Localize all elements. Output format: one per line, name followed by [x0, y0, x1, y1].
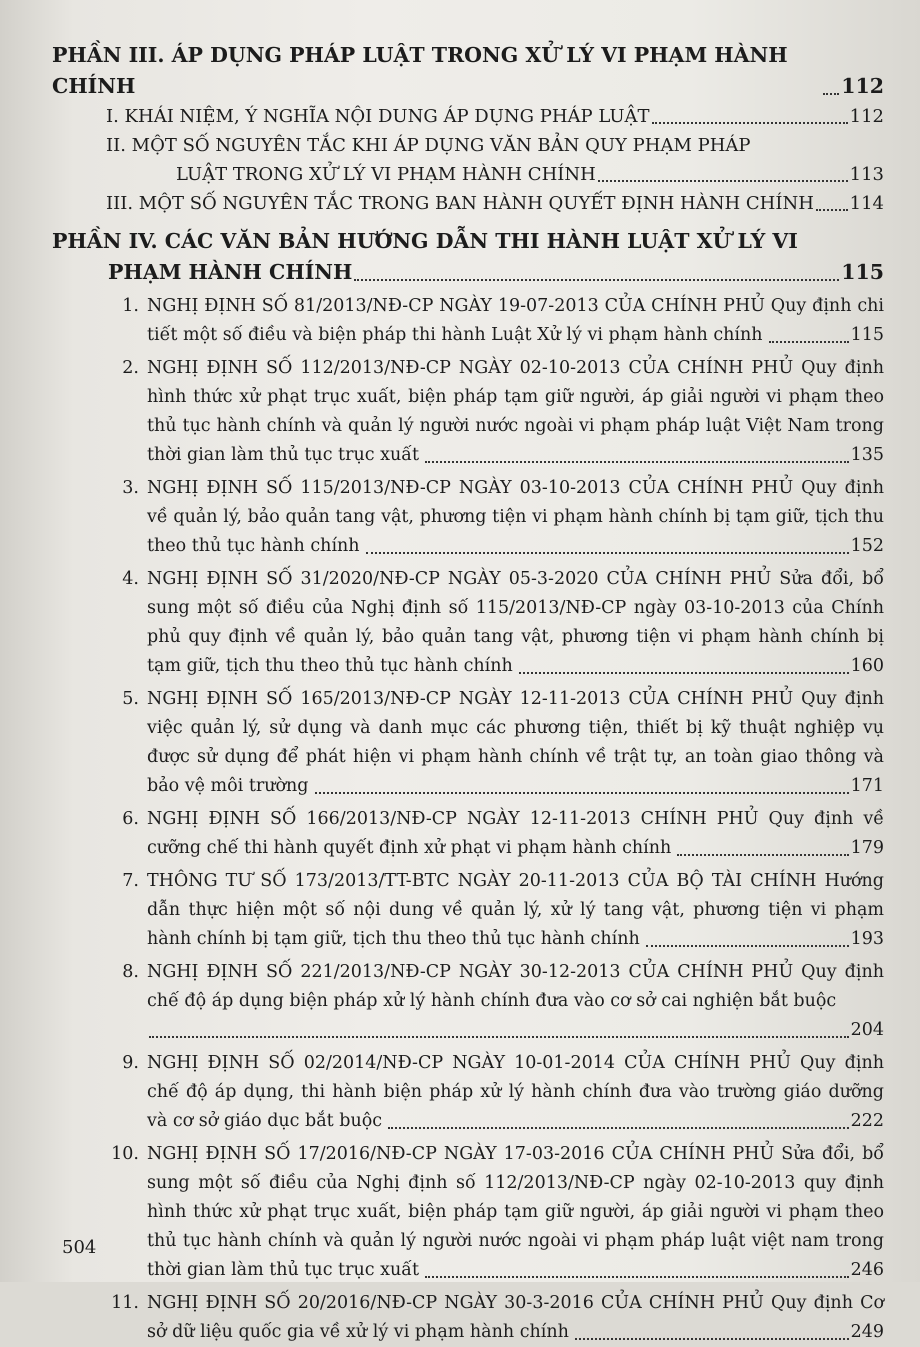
dot-leader — [425, 461, 849, 463]
item-body — [147, 805, 884, 863]
part-4-title: PHẦN IV. CÁC VĂN BẢN HƯỚNG DẪN THI HÀNH LUẬT XỬ LÝ VI — [52, 229, 798, 253]
toc-section — [52, 189, 884, 218]
table-of-contents — [52, 32, 884, 1347]
item-page: 204 — [850, 1020, 884, 1040]
item-text: NGHỊ ĐỊNH SỐ 112/2013/NĐ-CP NGÀY 02-10-2013 CỦA CHÍNH PHỦ Quy định hình thức xử phạt trục xuất, biện pháp tạm giữ người, áp giải người vi phạm theo thủ tục hành chính và quản lý người nước ngoài vi phạm pháp luật Việt Nam trong thời gian làm thủ tục trục xuất — [147, 358, 884, 465]
item-text: NGHỊ ĐỊNH SỐ 115/2013/NĐ-CP NGÀY 03-10-2013 CỦA CHÍNH PHỦ Quy định về quản lý, bảo quản tang vật, phương tiện vi phạm hành chính bị tạm giữ, tịch thu theo thủ tục hành chính — [147, 478, 884, 556]
item-page-row — [147, 1016, 884, 1045]
dot-leader — [149, 1036, 849, 1038]
toc-item — [52, 354, 884, 470]
item-text: NGHỊ ĐỊNH SỐ 31/2020/NĐ-CP NGÀY 05-3-2020 CỦA CHÍNH PHỦ Sửa đổi, bổ sung một số điều của Nghị định số 115/2013/NĐ-CP ngày 03-10-2013 của Chính phủ quy định về quản lý, bảo quản tang vật, phương tiện vi phạm hành chính bị tạm giữ, tịch thu theo thủ tục hành chính — [147, 569, 884, 676]
section-title: II. MỘT SỐ NGUYÊN TẮC KHI ÁP DỤNG VĂN BẢN QUY PHẠM PHÁP — [106, 135, 751, 156]
section-page: 112 — [849, 106, 884, 127]
item-page: 246 — [850, 1260, 884, 1280]
item-number: 10. — [111, 1144, 139, 1164]
toc-item — [52, 565, 884, 681]
item-text: NGHỊ ĐỊNH SỐ 20/2016/NĐ-CP NGÀY 30-3-2016 CỦA CHÍNH PHỦ Quy định Cơ sở dữ liệu quốc gia về xử lý vi phạm hành chính — [147, 1293, 884, 1342]
dot-leader — [823, 93, 839, 95]
item-number: 2. — [122, 358, 139, 378]
dot-leader — [652, 122, 848, 124]
section-page: 113 — [849, 164, 884, 185]
toc-item — [52, 292, 884, 350]
part-4-title-cont: PHẠM HÀNH CHÍNH — [108, 260, 353, 284]
item-body — [147, 292, 884, 350]
dot-leader — [388, 1127, 849, 1129]
item-body — [147, 958, 884, 1045]
item-page: 160 — [850, 656, 884, 676]
item-body — [147, 565, 884, 681]
item-number: 3. — [122, 478, 139, 498]
toc-item — [52, 1140, 884, 1285]
item-number: 1. — [122, 296, 139, 316]
item-text: NGHỊ ĐỊNH SỐ 81/2013/NĐ-CP NGÀY 19-07-2013 CỦA CHÍNH PHỦ Quy định chi tiết một số điều và biện pháp thi hành Luật Xử lý vi phạm hành chính — [147, 296, 884, 345]
item-body — [147, 1140, 884, 1285]
toc-item — [52, 805, 884, 863]
part-3-page: 112 — [841, 74, 884, 98]
item-page: 115 — [850, 325, 884, 345]
page-number: 504 — [62, 1237, 97, 1258]
toc-item — [52, 474, 884, 561]
toc-item — [52, 867, 884, 954]
item-page: 193 — [850, 929, 884, 949]
item-body — [147, 1289, 884, 1347]
item-page: 171 — [850, 776, 884, 796]
toc-item — [52, 958, 884, 1045]
dot-leader — [425, 1276, 849, 1278]
dot-leader — [769, 341, 849, 343]
toc-section — [52, 131, 884, 189]
item-number: 7. — [122, 871, 139, 891]
item-body — [147, 474, 884, 561]
toc-item — [52, 1289, 884, 1347]
part-4-page: 115 — [841, 260, 884, 284]
item-text: NGHỊ ĐỊNH SỐ 221/2013/NĐ-CP NGÀY 30-12-2013 CỦA CHÍNH PHỦ Quy định chế độ áp dụng biện pháp xử lý hành chính đưa vào cơ sở cai nghiện bắt buộc — [147, 962, 884, 1011]
section-title-cont: LUẬT TRONG XỬ LÝ VI PHẠM HÀNH CHÍNH — [176, 164, 596, 185]
section-title: III. MỘT SỐ NGUYÊN TẮC TRONG BAN HÀNH QUYẾT ĐỊNH HÀNH CHÍNH — [106, 193, 814, 214]
toc-item-list — [52, 292, 884, 1347]
item-page: 179 — [850, 838, 884, 858]
section-page: 114 — [849, 193, 884, 214]
item-text: NGHỊ ĐỊNH SỐ 17/2016/NĐ-CP NGÀY 17-03-2016 CỦA CHÍNH PHỦ Sửa đổi, bổ sung một số điều của Nghị định số 112/2013/NĐ-CP ngày 02-10-2013 quy định hình thức xử phạt trục xuất, biện pháp tạm giữ người, áp giải người vi phạm theo thủ tục hành chính và quản lý người nước ngoài vi phạm pháp luật việt nam trong thời gian làm thủ tục trục xuất — [147, 1144, 884, 1280]
dot-leader — [646, 945, 849, 947]
toc-item — [52, 685, 884, 801]
dot-leader — [519, 672, 849, 674]
section-title: I. KHÁI NIỆM, Ý NGHĨA NỘI DUNG ÁP DỤNG PHÁP LUẬT — [106, 106, 650, 127]
item-page: 152 — [850, 536, 884, 556]
dot-leader — [677, 854, 848, 856]
item-body — [147, 1049, 884, 1136]
item-number: 4. — [122, 569, 139, 589]
item-page: 249 — [850, 1322, 884, 1342]
item-number: 9. — [122, 1053, 139, 1073]
item-text: NGHỊ ĐỊNH SỐ 166/2013/NĐ-CP NGÀY 12-11-2013 CHÍNH PHỦ Quy định về cưỡng chế thi hành quyết định xử phạt vi phạm hành chính — [147, 809, 884, 858]
item-text: NGHỊ ĐỊNH SỐ 02/2014/NĐ-CP NGÀY 10-01-2014 CỦA CHÍNH PHỦ Quy định chế độ áp dụng, thi hành biện pháp xử lý hành chính đưa vào trường giáo dưỡng và cơ sở giáo dục bắt buộc — [147, 1053, 884, 1131]
item-body — [147, 354, 884, 470]
item-number: 6. — [122, 809, 139, 829]
toc-section — [52, 102, 884, 131]
toc-item — [52, 1049, 884, 1136]
item-page: 222 — [850, 1111, 884, 1131]
toc-part-3 — [52, 40, 884, 102]
item-page: 135 — [850, 445, 884, 465]
toc-part-4 — [52, 226, 884, 288]
item-body — [147, 867, 884, 954]
dot-leader — [354, 279, 839, 281]
item-number: 11. — [111, 1293, 139, 1313]
item-text: NGHỊ ĐỊNH SỐ 165/2013/NĐ-CP NGÀY 12-11-2013 CỦA CHÍNH PHỦ Quy định việc quản lý, sử dụng và danh mục các phương tiện, thiết bị kỹ thuật nghiệp vụ được sử dụng để phát hiện vi phạm hành chính về trật tự, an toàn giao thông và bảo vệ môi trường — [147, 689, 884, 796]
item-number: 5. — [122, 689, 139, 709]
dot-leader — [816, 209, 848, 211]
dot-leader — [575, 1338, 849, 1340]
dot-leader — [598, 180, 848, 182]
part-3-title: PHẦN III. ÁP DỤNG PHÁP LUẬT TRONG XỬ LÝ VI PHẠM HÀNH CHÍNH — [52, 43, 788, 98]
dot-leader — [315, 792, 849, 794]
item-body — [147, 685, 884, 801]
item-text: THÔNG TƯ SỐ 173/2013/TT-BTC NGÀY 20-11-2013 CỦA BỘ TÀI CHÍNH Hướng dẫn thực hiện một số nội dung về quản lý, xử lý tang vật, phương tiện vi phạm hành chính bị tạm giữ, tịch thu theo thủ tục hành chính — [147, 871, 884, 949]
dot-leader — [366, 552, 849, 554]
item-number: 8. — [122, 962, 139, 982]
